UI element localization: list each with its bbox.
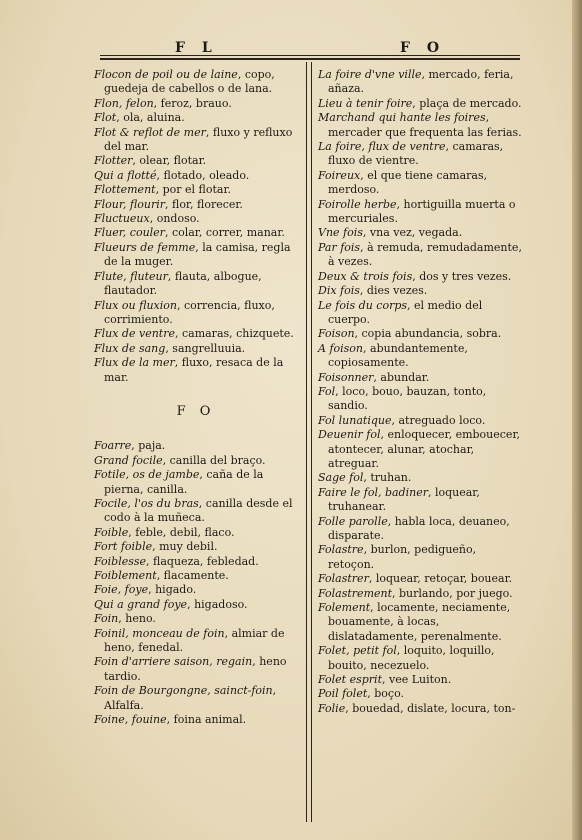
dictionary-entry xyxy=(318,169,522,198)
dictionary-entry xyxy=(94,526,298,540)
entry-definition: , flaqueza, febledad. xyxy=(146,554,259,568)
entry-headword: Marchand qui hante les foires xyxy=(318,111,486,125)
entry-headword: Flot & reflot de mer xyxy=(94,125,206,139)
entry-definition: , la camisa, regla de la muger. xyxy=(104,240,291,269)
right-column xyxy=(318,68,522,716)
entry-definition: , paja. xyxy=(131,439,166,453)
entry-headword: A foison xyxy=(318,341,364,355)
entry-headword: Lieu à tenir foire xyxy=(318,96,413,110)
entry-headword: Flute, fluteur xyxy=(94,269,168,283)
dictionary-entry xyxy=(318,226,522,240)
dictionary-entry xyxy=(318,572,522,586)
entry-headword: Folement xyxy=(318,601,371,615)
entry-definition: , caña de la pierna, canilla. xyxy=(104,468,264,496)
entry-headword: Foible xyxy=(94,525,129,539)
entry-definition: , el que tiene camaras, merdoso. xyxy=(328,168,488,197)
entry-definition: , boço. xyxy=(367,687,405,701)
dictionary-entry xyxy=(94,356,298,385)
dictionary-entry xyxy=(94,684,298,713)
entry-headword: Le fois du corps xyxy=(318,298,408,312)
dictionary-entry xyxy=(94,126,298,155)
dictionary-entry xyxy=(94,540,298,554)
entry-definition: , olear, flotar. xyxy=(132,154,207,168)
entry-headword: Flotter xyxy=(94,154,133,168)
running-header-left: F L xyxy=(175,40,218,56)
entry-definition: , flauta, albogue, flautador. xyxy=(104,269,262,298)
dictionary-entry xyxy=(94,468,298,497)
dictionary-entry xyxy=(318,428,522,471)
dictionary-entry xyxy=(94,111,298,125)
dictionary-entry xyxy=(94,169,298,183)
entry-definition: , flacamente. xyxy=(156,569,229,582)
entry-headword: Qui a grand foye xyxy=(94,597,188,611)
entry-definition: , heno. xyxy=(118,612,156,626)
entry-definition: , mercader que frequenta las ferias. xyxy=(328,111,522,139)
dictionary-entry xyxy=(318,644,522,673)
entry-definition: , almiar de heno, fenedal. xyxy=(104,626,285,655)
dictionary-entry xyxy=(94,583,298,597)
entry-headword: Foiblement xyxy=(94,569,157,582)
entry-headword: Flottement xyxy=(94,183,156,197)
entry-headword: Foireux xyxy=(318,168,361,182)
entry-headword: Foarre xyxy=(94,439,132,453)
entry-definition: , correncia, fluxo, corrimiento. xyxy=(104,298,275,326)
dictionary-entry xyxy=(318,673,522,687)
entry-definition: , canilla del braço. xyxy=(162,453,266,467)
dictionary-entry xyxy=(318,471,522,485)
dictionary-entry xyxy=(318,371,522,385)
left-column xyxy=(94,68,298,727)
dictionary-entry xyxy=(318,327,522,341)
entry-definition: , hortiguilla muerta o mercuriales. xyxy=(328,197,516,226)
dictionary-entry xyxy=(318,284,522,298)
entry-definition: , atreguado loco. xyxy=(391,413,486,427)
dictionary-entry xyxy=(94,198,298,212)
dictionary-entry xyxy=(318,198,522,227)
dictionary-entry xyxy=(94,569,298,583)
entry-definition: , Alfalfa. xyxy=(104,684,277,712)
dictionary-entry xyxy=(94,655,298,684)
entry-definition: , plaça de mercado. xyxy=(412,96,522,110)
entry-definition: , abundantemente, copiosamente. xyxy=(328,341,468,370)
entry-headword: Flux de ventre xyxy=(94,327,175,341)
entry-headword: Folet esprit xyxy=(318,673,382,687)
entry-headword: Fol lunatique xyxy=(318,413,392,427)
dictionary-entry xyxy=(318,68,522,97)
entry-definition: , por el flotar. xyxy=(155,183,231,197)
entry-definition: , higadoso. xyxy=(187,597,248,611)
entry-headword: Flux ou fluxion xyxy=(94,298,177,312)
entry-definition: , locamente, neciamente, bouamente, à locas, dislatadamente, perenalmente. xyxy=(328,601,511,643)
header-rule xyxy=(100,55,520,60)
entry-headword: Par fois xyxy=(318,240,361,254)
entry-headword: Foin d'arriere saison, regain xyxy=(94,655,253,669)
entry-headword: Foie, foye xyxy=(94,583,149,597)
running-header-right: F O xyxy=(400,40,446,56)
entry-headword: Qui a flotté xyxy=(94,168,157,182)
entry-headword: Dix fois xyxy=(318,284,360,298)
dictionary-entry xyxy=(94,612,298,626)
left-entries-bottom xyxy=(94,439,298,727)
entry-definition: , truhan. xyxy=(363,471,412,485)
entry-headword: Deuenir fol xyxy=(318,428,381,442)
dictionary-entry xyxy=(318,414,522,428)
entry-headword: Fort foible xyxy=(94,540,153,554)
entry-headword: Foin xyxy=(94,612,119,626)
entry-headword: Flour, flourir xyxy=(94,197,165,211)
dictionary-entry xyxy=(318,299,522,328)
dictionary-entry xyxy=(94,327,298,341)
dictionary-entry xyxy=(94,439,298,453)
dictionary-entry xyxy=(318,111,522,140)
entry-headword: Folastre xyxy=(318,543,364,557)
entry-definition: , el medio del cuerpo. xyxy=(328,298,483,326)
entry-headword: Foirolle herbe xyxy=(318,197,397,211)
entry-definition: , enloquecer, embouecer, atontecer, alunar, atochar, atreguar. xyxy=(328,428,520,470)
entry-definition: , feble, debil, flaco. xyxy=(128,525,235,539)
entry-headword: Flon, felon xyxy=(94,96,154,110)
entry-definition: , fluxo y refluxo del mar. xyxy=(104,125,293,154)
entry-definition: , heno tardio. xyxy=(104,655,287,683)
entry-headword: Grand focile xyxy=(94,453,163,467)
dictionary-entry xyxy=(94,454,298,468)
entry-definition: , colar, correr, manar. xyxy=(164,226,285,240)
entry-headword: Foin de Bourgongne, sainct-foin xyxy=(94,684,273,698)
dictionary-entry xyxy=(94,555,298,569)
entry-headword: Vne fois xyxy=(318,226,363,240)
dictionary-entry xyxy=(94,97,298,111)
dictionary-entry xyxy=(94,154,298,168)
entry-headword: Fluer, couler xyxy=(94,226,165,240)
entry-definition: , bouedad, dislate, locura, ton- xyxy=(345,701,516,715)
dictionary-entry xyxy=(318,270,522,284)
entry-definition: , à remuda, remudadamente, à vezes. xyxy=(328,240,522,269)
dictionary-entry xyxy=(94,270,298,299)
entry-definition: , sangrelluuia. xyxy=(165,341,246,355)
dictionary-entry xyxy=(94,226,298,240)
entry-definition: , muy debil. xyxy=(152,540,218,554)
dictionary-entry xyxy=(318,342,522,371)
entry-definition: , feroz, brauo. xyxy=(153,96,232,110)
entry-headword: Fol xyxy=(318,384,336,398)
dictionary-entry xyxy=(94,212,298,226)
dictionary-entry xyxy=(318,486,522,515)
column-divider xyxy=(306,62,312,822)
entry-definition: , burlando, por juego. xyxy=(392,586,513,600)
entry-definition: , habla loca, deuaneo, disparate. xyxy=(328,514,510,542)
dictionary-entry xyxy=(318,515,522,544)
dictionary-entry xyxy=(318,687,522,701)
entry-definition: , vee Luiton. xyxy=(382,673,452,687)
entry-definition: , ola, aluina. xyxy=(116,111,185,125)
entry-headword: Folastrer xyxy=(318,572,369,586)
dictionary-entry xyxy=(318,140,522,169)
dictionary-entry xyxy=(318,97,522,111)
entry-headword: Foison xyxy=(318,327,355,341)
entry-definition: , loquito, loquillo, bouito, necezuelo. xyxy=(328,644,495,672)
entry-headword: Flueurs de femme xyxy=(94,240,196,254)
dictionary-entry xyxy=(94,627,298,656)
entry-definition: , abundar. xyxy=(373,370,430,384)
dictionary-entry xyxy=(94,497,298,526)
entry-headword: Deux & trois fois xyxy=(318,269,413,283)
entry-headword: Fluctueux xyxy=(94,212,150,226)
dictionary-entry xyxy=(94,342,298,356)
entry-definition: , ondoso. xyxy=(149,212,200,226)
entry-headword: Focile, l'os du bras xyxy=(94,496,199,510)
entry-headword: Folie xyxy=(318,701,346,715)
entry-definition: , vna vez, vegada. xyxy=(362,226,463,240)
dictionary-entry xyxy=(318,702,522,716)
entry-definition: , loquear, retoçar, bouear. xyxy=(368,572,513,586)
dictionary-entry xyxy=(318,543,522,572)
entry-definition: , loco, bouo, bauzan, tonto, sandio. xyxy=(328,384,487,413)
entry-definition: , mercado, feria, añaza. xyxy=(328,68,514,96)
dictionary-entry xyxy=(318,587,522,601)
entry-headword: Folet, petit fol xyxy=(318,644,397,658)
entry-headword: Foisonner xyxy=(318,370,374,384)
dictionary-entry xyxy=(318,241,522,270)
entry-headword: Folastrement xyxy=(318,586,393,600)
entry-definition: , higado. xyxy=(148,583,197,597)
entry-definition: , flotado, oleado. xyxy=(156,168,250,182)
dictionary-entry xyxy=(94,713,298,727)
entry-headword: Sage fol xyxy=(318,471,364,485)
dictionary-entry xyxy=(94,299,298,328)
entry-definition: , loquear, truhanear. xyxy=(328,485,480,514)
entry-headword: La foire, flux de ventre xyxy=(318,140,446,154)
entry-headword: Flot xyxy=(94,111,117,125)
entry-definition: , dies vezes. xyxy=(359,284,428,298)
entry-definition: , dos y tres vezes. xyxy=(412,269,512,283)
entry-definition: , fluxo, resaca de la mar. xyxy=(104,356,284,384)
dictionary-entry xyxy=(318,601,522,644)
entry-headword: Flocon de poil ou de laine xyxy=(94,68,238,81)
entry-definition: , canilla desde el codo à la muñeca. xyxy=(104,496,293,525)
entry-headword: Foinil, monceau de foin xyxy=(94,626,225,640)
entry-definition: , camaras, chizquete. xyxy=(174,327,294,341)
right-entries xyxy=(318,68,522,716)
book-spine-shadow xyxy=(572,0,582,840)
entry-headword: Flux de la mer xyxy=(94,356,175,370)
entry-headword: Foine, fouine xyxy=(94,713,167,727)
entry-headword: La foire d'vne ville xyxy=(318,68,422,81)
entry-definition: , camaras, fluxo de vientre. xyxy=(328,140,504,168)
dictionary-entry xyxy=(94,183,298,197)
dictionary-entry xyxy=(94,241,298,270)
entry-headword: Foiblesse xyxy=(94,554,147,568)
entry-headword: Fotile, os de jambe xyxy=(94,468,200,482)
entry-headword: Flux de sang xyxy=(94,341,166,355)
entry-headword: Folle parolle xyxy=(318,514,388,528)
entry-headword: Poil folet xyxy=(318,687,368,701)
dictionary-entry xyxy=(318,385,522,414)
entry-definition: , copia abundancia, sobra. xyxy=(354,327,502,341)
entry-definition: , burlon, pedigueño, retoçon. xyxy=(328,543,477,571)
left-entries-top xyxy=(94,68,298,385)
entry-definition: , copo, guedeja de cabellos o de lana. xyxy=(104,68,275,96)
section-title: F O xyxy=(176,403,216,419)
entry-definition: , flor, florecer. xyxy=(164,197,243,211)
dictionary-entry xyxy=(94,598,298,612)
entry-headword: Faire le fol, badiner xyxy=(318,485,428,499)
dictionary-entry xyxy=(94,68,298,97)
entry-definition: , foina animal. xyxy=(166,713,247,727)
